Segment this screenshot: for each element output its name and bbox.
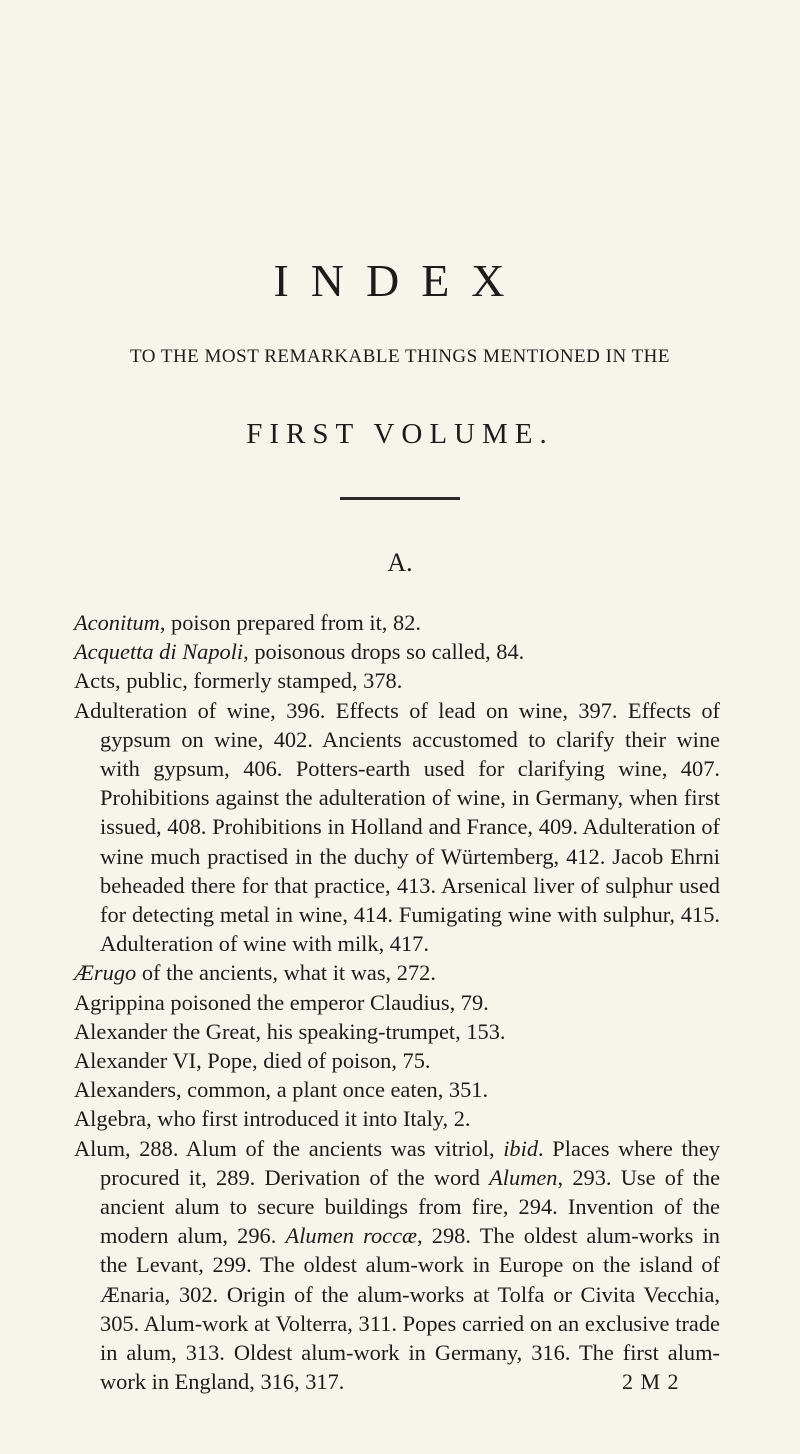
index-entry [74,1134,720,1397]
page-subtitle: TO THE MOST REMARKABLE THINGS MENTIONED IN THE [129,346,671,367]
index-entry [74,1104,720,1133]
entry-key: Aconitum [74,610,160,635]
entry-text: , 298. The oldest alum-works in the Levant, 299. The oldest alum-work in Europe on the island of Ænaria, 302. Origin of the alum-works at Tolfa or Civita Vecchia, 305. Alum-work at Volterra, 311. Popes carried on an exclusive trade in alum, 313. Oldest alum-work in Germany, 316. The first alum-work in England, 316, 317. [100,1223,720,1395]
index-entry [74,958,720,987]
ornamental-rule [340,497,460,500]
entry-text: , poisonous drops so called, 84. [243,639,525,665]
entry-text-italic: Alumen roccæ [285,1223,417,1249]
entry-text: Alexanders, common, a plant once eaten, 351. [74,1077,489,1103]
entry-text: Algebra, who first introduced it into Italy, 2. [74,1106,471,1132]
index-entry [74,1075,720,1104]
entry-key: Acquetta di Napoli [74,639,244,665]
entry-text: Adulteration of wine, 396. Effects of lead on wine, 397. Effects of gypsum on wine, 402. Ancients accustomed to clarify their wine with gypsum, 406. Potters-earth used for clarifying wine, 407. Prohibitions against the adulteration of wine, in Germany, when first issued, 408. Prohibitions in Holland and France, 409. Adulteration of wine much practised in the duchy of Würtemberg, 412. Jacob Ehrni beheaded there for that practice, 413. Arsenical liver of sulphur used for detecting metal in wine, 414. Fumigating wine with sulphur, 415. Adulteration of wine with milk, 417. [74,697,720,957]
entry-text: Alexander VI, Pope, died of poison, 75. [74,1048,431,1074]
index-entry [74,988,720,1017]
index-entry [74,1017,720,1046]
entry-text: , 293. Use of the ancient alum to secure buildings from fire, 294. Invention of the modern alum, 296. [100,1164,721,1249]
index-entry [74,1046,720,1075]
index-entry [74,696,720,959]
index-entry [74,637,720,666]
entry-text-italic: Alumen [489,1164,558,1190]
entry-text: Alum, 288. Alum of the ancients was vitriol, [74,1135,504,1161]
entry-text: Acts, public, formerly stamped, 378. [74,668,403,694]
volume-heading: FIRST VOLUME. [246,418,554,450]
entry-key: Ærugo [74,960,137,986]
entry-text: Alexander the Great, his speaking-trumpet, 153. [74,1018,506,1044]
index-entry [74,608,720,637]
entry-text-italic: ibid [503,1135,539,1161]
index-entry [74,666,720,695]
entry-text: Agrippina poisoned the emperor Claudius, 79. [74,989,489,1015]
section-letter: A. [387,548,413,577]
page-title: INDEX [273,255,527,306]
entry-text: of the ancients, what it was, 272. [136,960,436,986]
signature-mark: 2 M 2 [622,1369,680,1394]
entry-text: . Places where they procured it, 289. Derivation of the word [100,1135,720,1190]
index-entries [74,608,720,1396]
entry-text: , poison prepared from it, 82. [159,610,421,635]
